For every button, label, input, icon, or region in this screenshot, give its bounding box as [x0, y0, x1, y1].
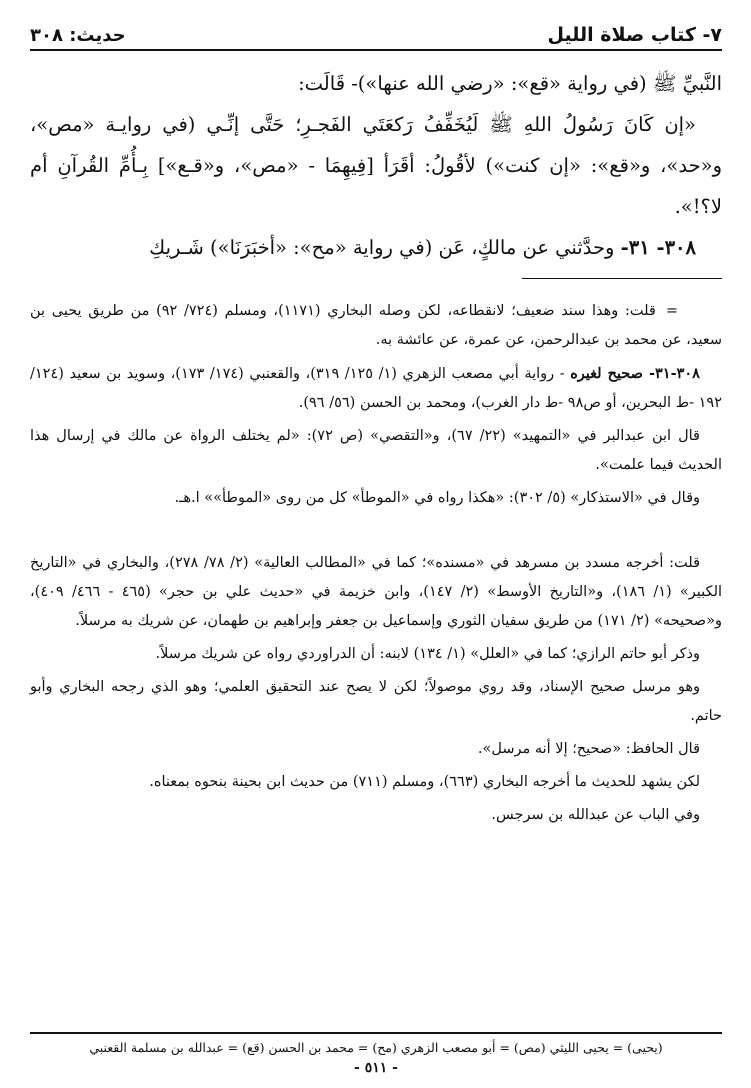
page — [30, 18, 722, 1078]
note-8: قال الحافظ: «صحيح؛ إلا أنه مرسل». — [477, 741, 700, 757]
note-3: قال ابن عبدالبر في «التمهيد» (٢٢/ ٦٧)، و«التقصي» (ص ٧٢): «لم يختلف الرواة عن مالك في إرسال هذا الحديث فيما علمت». — [30, 428, 722, 473]
main-line-1: النَّبيِّ ﷺ (في رواية «قع»: «رضي الله عنها»)- قَالَت: — [298, 72, 722, 95]
note-10: وفي الباب عن عبدالله بن سرجس. — [491, 807, 700, 823]
note-2 — [30, 359, 722, 418]
main-text — [30, 63, 722, 268]
note-2-heading: ٣٠٨-٣١- صحيح لغيره — [570, 365, 700, 382]
note-6: وذكر أبو حاتم الرازي؛ كما في «العلل» (١/ ١٣٤) لابنه: أن الدراوردي رواه عن شريك مرسلاً. — [155, 646, 700, 662]
page-number: - ٥١١ - — [354, 1060, 398, 1076]
note-9: لكن يشهد للحديث ما أخرجه البخاري (٦٦٣)، ومسلم (٧١١) من حديث ابن بحينة بنحوه بمعناه. — [149, 774, 700, 790]
continuation-mark: = — [665, 303, 678, 319]
note-1 — [30, 297, 722, 355]
spacer — [30, 517, 722, 549]
page-footer — [30, 1032, 722, 1076]
footnote-divider — [522, 278, 722, 279]
main-line-3 — [30, 227, 722, 268]
note-2-text: - رواية أبي مصعب الزهري (١/ ١٢٥/ ٣١٩)، والقعنبي (١٧٤/ ١٧٣)، وسويد بن سعيد (١٢٤/ ١٩٢ -ط البحرين، أو ص٩٨ -ط دار الغرب)، ومحمد بن الحسن (٥٦/ ٩٦). — [30, 366, 722, 411]
footnotes — [30, 297, 722, 830]
note-5: قلت: أخرجه مسدد بن مسرهد في «مسنده»؛ كما في «المطالب العالية» (٢/ ٧٨/ ٢٧٨)، والبخاري في «التاريخ الكبير» (١/ ١٨٦)، و«التاريخ الأوسط» (٢/ ١٤٧)، وابن خزيمة في «حديث علي بن حجر» (٤٦٥ - ٤٦٦/ ٤٠٩)، و«صحيحه» (٢/ ١٧١) من طريق سفيان الثوري وإسماعيل بن جعفر وإبراهيم بن طهمان، عن شريك به مرسلاً. — [30, 555, 723, 629]
main-line-3-text: وحدَّثني عن مالكٍ، عَن (في رواية «مح»: «أخبَرَنَا») شَـريكِ — [149, 236, 615, 259]
running-header — [30, 18, 722, 51]
note-1-text: قلت: وهذا سند ضعيف؛ لانقطاعه، لكن وصله البخاري (١١٧١)، ومسلم (٧٢٤/ ٩٢) من طريق يحيى بن سعيد، عن محمد بن عبدالرحمن، عن عمرة، عن عائشة به. — [30, 303, 722, 348]
hadith-number: حديث: ٣٠٨ — [30, 25, 126, 46]
note-7: وهو مرسل صحيح الإسناد، وقد روي موصولاً؛ لكن لا يصح عند التحقيق العلمي؛ وهو الذي رجحه البخاري وأبو حاتم. — [30, 679, 722, 724]
abbreviations-key: (يحيى) = يحيى الليثي (مص) = أبو مصعب الزهري (مح) = محمد بن الحسن (قع) = عبدالله بن مسلمة القعنبي — [89, 1040, 663, 1055]
hadith-index: ٣٠٨- ٣١- — [620, 236, 696, 259]
main-paragraph-hadith: «إن كَانَ رَسُولُ اللهِ ﷺ لَيُخَفِّفُ رَكعَتَي الفَجـرِ؛ حَتَّى إنِّـي (في روايـة «مص»، و«حد»، و«قع»: «إن كنت») لأقُولُ: أقَرَأ [فِيهِمَا - «مص»، و«قـع»] بِـأُمِّ القُرآنِ أم لا؟!». — [30, 113, 722, 218]
chapter-title: ٧- كتاب صلاة الليل — [547, 24, 722, 46]
note-4: وقال في «الاستذكار» (٥/ ٣٠٢): «هكذا رواه في «الموطأ» كل من روى «الموطأ»» ا.هـ. — [174, 490, 700, 506]
